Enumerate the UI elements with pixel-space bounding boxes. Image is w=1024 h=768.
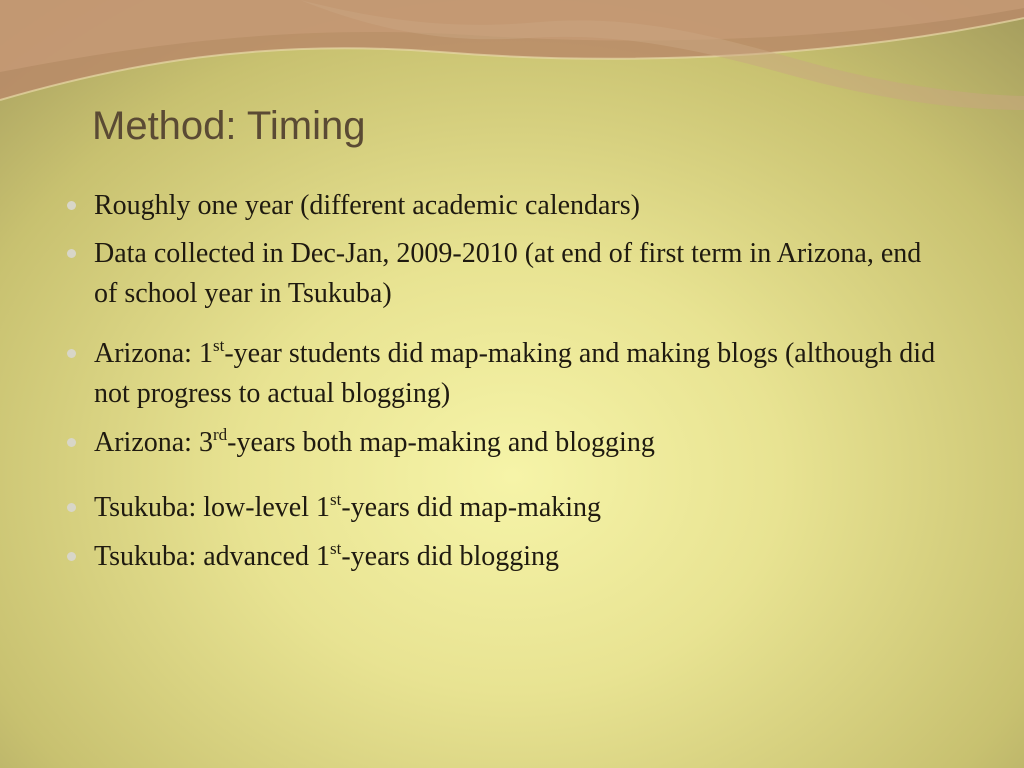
bullet-text-start: Arizona: 3 [94, 427, 213, 458]
bullet-item [62, 334, 942, 414]
bullet-item [62, 423, 942, 463]
bullet-item [62, 234, 942, 314]
bullet-text-start: Tsukuba: low-level 1 [94, 492, 330, 523]
bullet-text: Data collected in Dec-Jan, 2009-2010 (at end of first term in Arizona, end of school year in Tsukuba) [94, 238, 922, 309]
bullet-item [62, 488, 942, 528]
ordinal-suffix: st [330, 490, 342, 509]
bullet-text-end: -year students did map-making and making blogs (although did not progress to actual blogging) [94, 338, 936, 409]
bullet-text-end: -years did map-making [341, 492, 602, 523]
bullet-text-start: Arizona: 1 [94, 338, 213, 369]
bullet-list [62, 186, 942, 577]
bullet-text-end: -years both map-making and blogging [227, 427, 655, 458]
bullet-item [62, 186, 942, 226]
ordinal-suffix: st [329, 539, 342, 558]
slide-title: Method: Timing [92, 104, 366, 148]
ordinal-suffix: rd [212, 425, 228, 444]
bullet-text-end: -years did blogging [341, 541, 560, 572]
ordinal-suffix: st [212, 336, 225, 355]
bullet-text-start: Tsukuba: advanced 1 [94, 541, 330, 572]
bullet-item [62, 537, 942, 577]
bullet-text: Roughly one year (different academic calendars) [94, 190, 640, 221]
